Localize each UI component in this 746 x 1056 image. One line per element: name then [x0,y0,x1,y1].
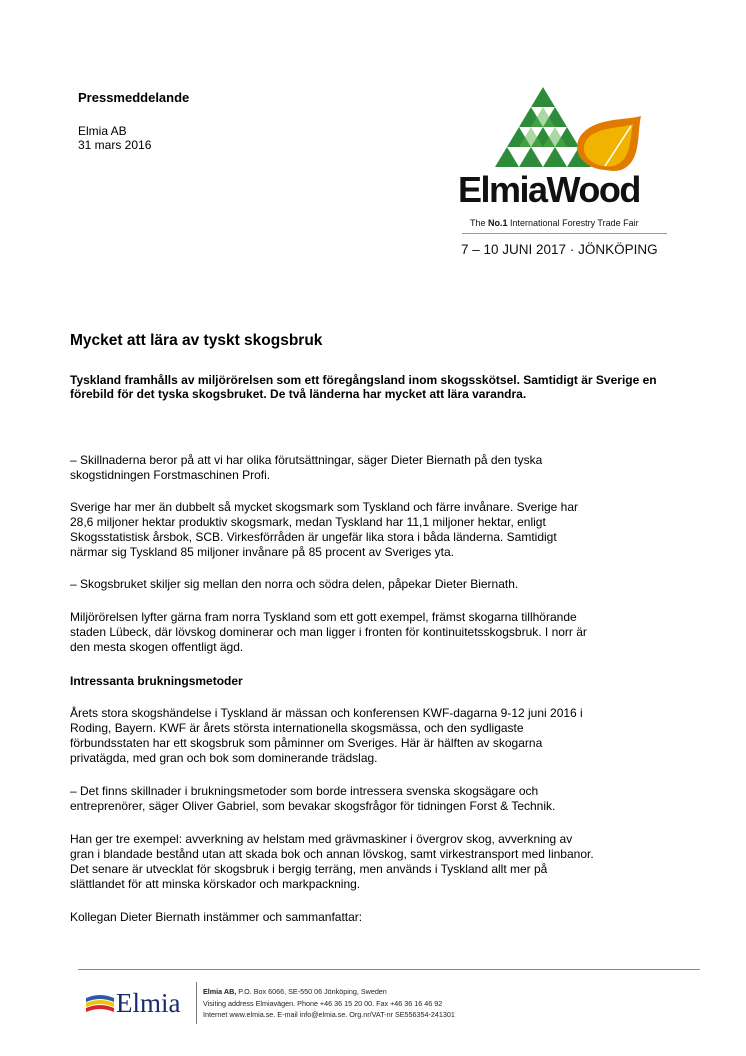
paragraph-line: – Skogsbruket skiljer sig mellan den norra och södra delen, påpekar Dieter Biernath. [70,577,519,591]
sender-company: Elmia AB [78,124,127,138]
paragraph-8 [70,910,710,925]
event-date: 7 – 10 JUNI 2017 · JÖNKÖPING [461,242,658,257]
paragraph-7 [70,832,710,892]
tagline-pre: The [470,218,489,228]
paragraph-line: Kollegan Dieter Biernath instämmer och sammanfattar: [70,910,363,924]
paragraph-line: gran i blandade bestånd utan att skada bok och annan lövskog, samt virkestransport med linbanor. [70,847,594,861]
wordmark-elmia: Elmia [458,169,547,210]
paragraph-line: staden Lübeck, där lövskog dominerar och man ligger i fronten för kontinuitetsskogsbruk. I norr är [70,625,587,639]
press-release-label: Pressmeddelande [78,90,190,105]
tagline-bold: No.1 [488,218,508,228]
paragraph-line: skogstidningen Forstmaschinen Profi. [70,468,271,482]
paragraph-3 [70,577,710,592]
paragraph-line: Roding, Bayern. KWF är årets största internationella skogsmässa, och den sydligaste [70,721,524,735]
leaf-icon [577,116,641,171]
paragraph-line: Sverige har mer än dubbelt så mycket skogsmark som Tyskland och färre invånare. Sverige har [70,500,579,514]
article-headline: Mycket att lära av tyskt skogsbruk [70,332,323,349]
subheading: Intressanta brukningsmetoder [70,674,243,688]
footer-company: Elmia AB, [203,987,237,996]
paragraph-line: den mesta skogen offentligt ägd. [70,640,244,654]
elmia-brand-logo: Elmia [116,988,181,1018]
elmia-flag-icon [86,992,114,1016]
paragraph-4 [70,610,710,655]
paragraph-line: förbundsstaten har ett skogsbruk som påminner om Sveriges. Här är hälften av skogarna [70,736,543,750]
paragraph-line: Han ger tre exempel: avverkning av helstam med grävmaskiner i övergrov skog, avverkning av [70,832,573,846]
elmiawood-wordmark [458,170,640,210]
paragraph-line: Det senare är utvecklat för skogsbruk i bergig terräng, men används i Tyskland allt mer på [70,862,548,876]
paragraph-line: – Skillnaderna beror på att vi har olika förutsättningar, säger Dieter Biernath på den tyska [70,453,543,467]
footer-visiting: Visiting address Elmiavägen. Phone +46 36 15 20 00. Fax +46 36 16 46 92 [203,998,443,1008]
tagline-post: International Forestry Trade Fair [507,218,639,228]
paragraph-line: entreprenörer, säger Oliver Gabriel, som bevakar skogsfrågor för tidningen Forst & Technik. [70,799,556,813]
footer-contact [203,986,455,1021]
article-lead: Tyskland framhålls av miljörörelsen som ett föregångsland inom skogsskötsel. Samtidigt är Sverige en förebild för det tyska skogsbruket. De två länderna har mycket att lära varandra. [70,373,657,401]
paragraph-line: närmar sig Tyskland 85 miljoner invånare på 85 procent av Sveriges yta. [70,545,454,559]
footer-vertical-divider [196,982,197,1024]
footer-divider-line [78,969,700,970]
wordmark-wood: Wood [546,169,640,210]
paragraph-1 [70,453,710,483]
paragraph-5 [70,706,710,766]
paragraph-line: – Det finns skillnader i brukningsmetoder som borde intressera svenska skogsägare och [70,784,539,798]
release-date: 31 mars 2016 [78,138,152,152]
paragraph-line: Årets stora skogshändelse i Tyskland är mässan och konferensen KWF-dagarna 9-12 juni 2016 i [70,706,583,720]
paragraph-6 [70,784,710,814]
paragraph-line: Miljörörelsen lyfter gärna fram norra Tyskland som ett gott exempel, främst skogarna tillhörande [70,610,577,624]
paragraph-line: privatägda, med gran och bok som dominerande trädslag. [70,751,378,765]
paragraph-line: Skogsstatistisk årsbok, SCB. Virkesförråden är ungefär lika stora i båda länderna. Samtidigt [70,530,557,544]
paragraph-line: 28,6 miljoner hektar produktiv skogsmark, medan Tyskland har 11,1 miljoner hektar, enligt [70,515,546,529]
footer-internet: Internet www.elmia.se. E-mail info@elmia.se. Org.nr/VAT-nr SE556354-241301 [203,1010,455,1019]
logo-tagline [470,218,639,228]
footer-address: P.O. Box 6066, SE-550 06 Jönköping, Sweden [236,987,387,996]
footer-address-line [203,986,455,998]
logo-divider [462,233,667,234]
paragraph-line: slättlandet för att minska körskador och markpackning. [70,877,361,891]
sender-block [78,124,151,152]
paragraph-2 [70,500,710,560]
